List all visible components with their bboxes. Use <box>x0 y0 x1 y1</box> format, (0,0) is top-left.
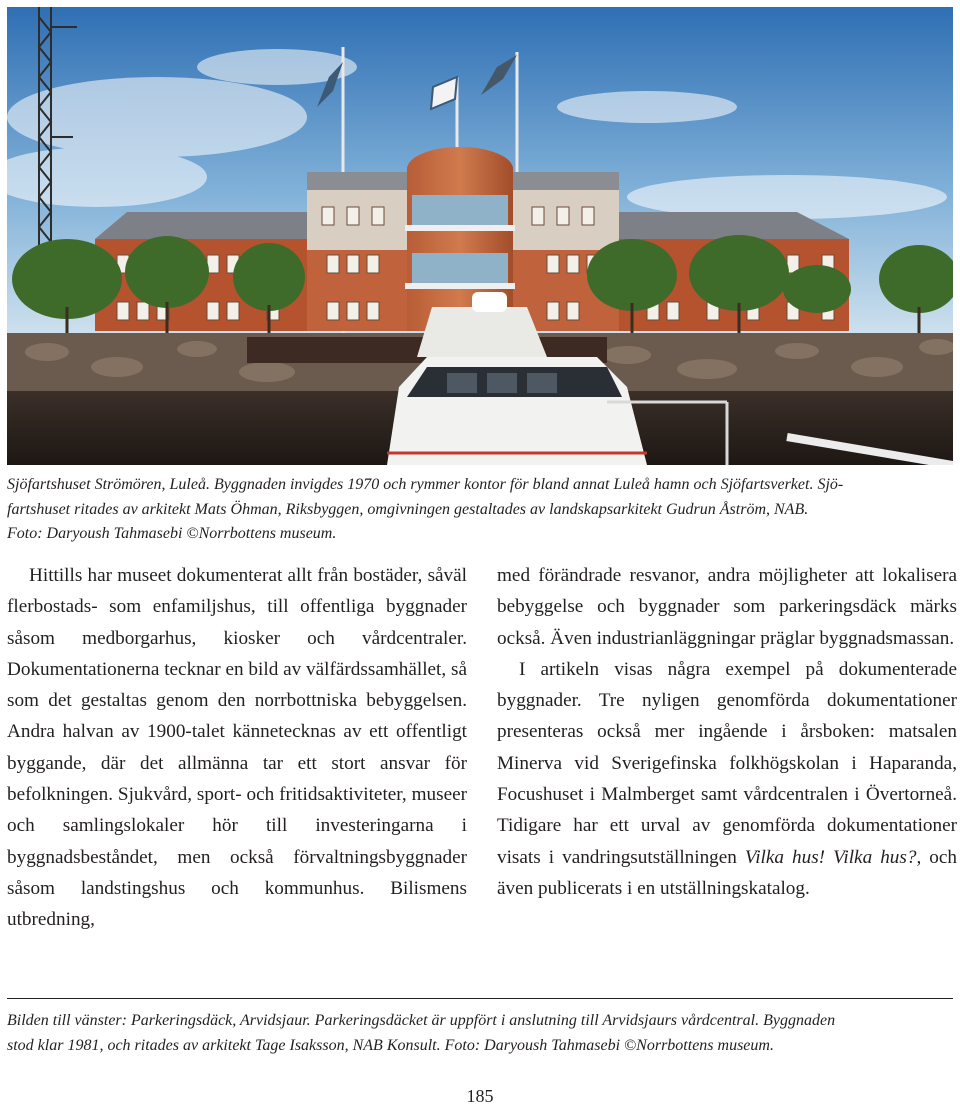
body-paragraph-articles <box>497 654 957 904</box>
caption-bottom-line-1: Bilden till vänster: Parkeringsdäck, Arvidsjaur. Parkeringsdäcket är uppfört i anslutning till Arvidsjaurs vårdcentral. Byggnaden <box>7 1012 836 1029</box>
caption-line-1: Sjöfartshuset Strömören, Luleå. Byggnaden invigdes 1970 och rymmer kontor för bland annat Luleå hamn och Sjöfartsverket. Sjö- <box>7 476 844 493</box>
building-roof-left <box>95 212 307 239</box>
paragraph-text-start: I artikeln visas några exempel på dokumenterade byggnader. Tre nyligen genomförda dokumentationer presenteras också mer ingående i årsboken: matsalen Minerva vid Sverigefinska folkhögskolan i Haparanda, Focushuset i Malmberget samt vårdcentralen i Övertorneå. Tidigare har ett urval av genomförda dokumentationer visats i vandringsutställningen <box>497 658 957 868</box>
photo-caption <box>7 473 953 547</box>
page-number: 185 <box>466 1086 494 1106</box>
exhibition-title: Vilka hus! Vilka hus? <box>744 846 917 868</box>
paragraph-text-end: , och även publicerats i en utställningskatalog. <box>497 846 957 899</box>
caption-line-3: Foto: Daryoush Tahmasebi ©Norrbottens museum. <box>7 525 337 542</box>
body-paragraph-continued: med förändrade resvanor, andra möjligheter att lokalisera bebyggelse och byggnader som parkeringsdäck märks också. Även industrianläggningar präglar byggnadsmassan. <box>497 565 957 649</box>
sjofartshuset-photo <box>7 7 953 465</box>
left-image-caption <box>7 1009 953 1058</box>
body-column-right <box>497 560 957 904</box>
caption-divider <box>7 998 953 999</box>
body-column-left <box>7 560 467 936</box>
caption-line-2: fartshuset ritades av arkitekt Mats Öhman, Riksbyggen, omgivningen gestaltades av landskapsarkitekt Gudrun Åström, NAB. <box>7 500 809 518</box>
caption-bottom-line-2: stod klar 1981, och ritades av arkitekt Tage Isaksson, NAB Konsult. Foto: Daryoush Tahmasebi ©Norrbottens museum. <box>7 1036 774 1054</box>
body-paragraph: Hittills har museet dokumenterat allt från bostäder, såväl flerbostads- som enfamiljshus, till offentliga byggnader såsom medborgarhus, kiosker och vårdcentraler. Dokumentationerna tecknar en bild av välfärdssamhället, så som det gestaltas genom den norrbottniska bebyggelsen. Andra halvan av 1900-talet kännetecknas av ett offentligt byggande, där det allmänna tar ett stort ansvar för befolkningen. Sjukvård, sport- och fritidsaktiviteter, museer och samlingslokaler hör till investeringarna i byggnadsbeståndet, men också förvaltningsbyggnader såsom landstingshus och kommunhus. Bilismens utbredning, <box>7 565 467 931</box>
